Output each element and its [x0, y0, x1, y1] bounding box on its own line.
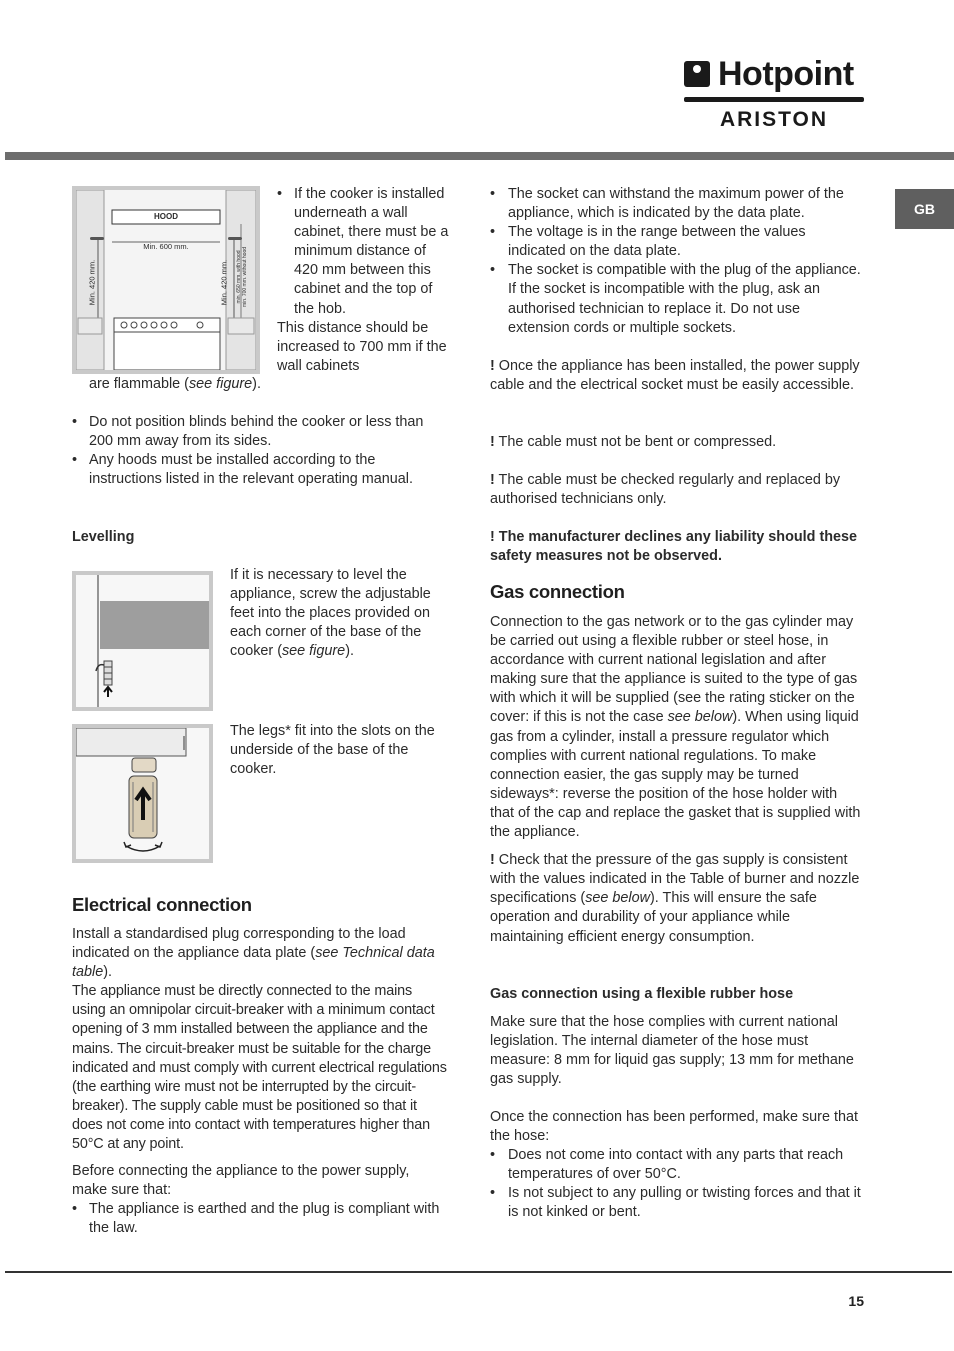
list-item: • The socket can withstand the maximum power of the appliance, which is indicated by the data plate.	[490, 185, 864, 223]
brand-name: Hotpoint	[718, 55, 854, 93]
socket-list	[490, 185, 864, 338]
electrical-p3: Before connecting the appliance to the power supply, make sure that:	[72, 1163, 410, 1199]
list-item: • Do not position blinds behind the cooker or less than 200 mm away from its sides.	[72, 413, 438, 451]
hose-p1: Make sure that the hose complies with current national legislation. The internal diameter of the hose must measure: 8 mm for liquid gas supply; 13 mm for methane gas supply.	[490, 1014, 854, 1088]
cabinet-cont-line: are flammable (see figure).	[89, 376, 261, 392]
hose-section	[490, 1013, 864, 1147]
legs-text: The legs* fit into the slots on the underside of the base of the cooker.	[230, 723, 435, 778]
electrical-p2: The appliance must be directly connected to the mains using an omnipolar circuit-breaker with a minimum contact opening of 3 mm installed between the appliance and the mains. The circuit-breaker must be suitable for the charge indicated and must comply with current electrical regulations (the earthing wire must not be interrupted by the circuit-breaker). The supply cable must be positioned so that it does not come into contact with temperatures higher than 50°C at any point.	[72, 983, 447, 1153]
hotpoint-ariston-logo	[680, 55, 864, 133]
warning-liability: ! The manufacturer declines any liability should these safety measures not be observed.	[490, 529, 858, 565]
hose-list	[490, 1146, 864, 1222]
gas-heading: Gas connection	[490, 581, 625, 602]
adjustable-leg-figure	[72, 724, 213, 863]
list-item: • The voltage is in the range between the values indicated on the data plate.	[490, 223, 864, 261]
list-item: • The appliance is earthed and the plug is compliant with the law.	[72, 1200, 448, 1238]
gas-p1: Connection to the gas network or to the gas cylinder may be carried out using a flexible rubber or steel hose, in accordance with current national legislation and after making sure that the appliance is suited to the type of gas with which it will be supplied (see the rating sticker on the cover: if this is not the case see below). When using liquid gas from a cylinder, install a pressure regulator which complies with current national regulations. To make connection easier, the gas supply may be turned sideways*: reverse the position of the hose holder with that of the cap and replace the gasket that is supplied with the appliance.	[490, 614, 861, 841]
brand-mark-icon	[684, 61, 710, 87]
gas-p2: ! Check that the pressure of the gas supply is consistent with the values indicated in the Table of burner and nozzle specifications (see below). This will ensure the safe operation and durability of your appliance while maintaining efficient energy consumption.	[490, 852, 860, 945]
logo-divider	[684, 97, 864, 102]
gas-section	[490, 613, 864, 947]
right-height-label: Min. 420 mm.	[219, 259, 229, 306]
electrical-section	[72, 925, 448, 1239]
hose-heading: Gas connection using a flexible rubber hose	[490, 986, 794, 1002]
electrical-p1: Install a standardised plug corresponding to the load indicated on the appliance data plate (see Technical data table).	[72, 926, 435, 981]
electrical-heading: Electrical connection	[72, 894, 252, 915]
cabinet-bullet: • If the cooker is installed underneath a wall cabinet, there must be a minimum distance of 420 mm between this cabinet and the top of the hob.	[277, 185, 449, 319]
list-item: • The socket is compatible with the plug of the appliance. If the socket is incompatible with the plug, ask an authorised technician to replace it. Do not use extension cords or multiple sockets.	[490, 261, 864, 337]
levelling-figure	[72, 571, 213, 711]
hood-label: HOOD	[154, 212, 178, 221]
list-item: • Does not come into contact with any parts that reach temperatures of over 50°C.	[490, 1146, 864, 1184]
warning-accessible: ! Once the appliance has been installed, the power supply cable and the electrical socket must be easily accessible.	[490, 358, 860, 394]
list-item: • Is not subject to any pulling or twisting forces and that it is not kinked or bent.	[490, 1184, 864, 1222]
left-height-label: Min. 420 mm.	[87, 259, 97, 306]
page-number: 15	[848, 1293, 864, 1309]
footer-rule	[5, 1271, 952, 1273]
header-rule	[5, 152, 954, 160]
list-item: • Any hoods must be installed according to the instructions listed in the relevant operating manual.	[72, 451, 438, 489]
cabinet-cont: This distance should be increased to 700 mm if the wall cabinets	[277, 319, 447, 374]
hood-note-with: min. 650 mm. with hood	[236, 250, 242, 304]
warning-bent: ! The cable must not be bent or compressed.	[490, 434, 777, 450]
brand-sub: ARISTON	[719, 108, 829, 131]
levelling-text: If it is necessary to level the appliance, screw the adjustable feet into the places provided on each corner of the base of the cooker (see figure).	[230, 567, 431, 660]
width-label: Min. 600 mm.	[143, 242, 189, 251]
language-tab: GB	[895, 189, 954, 229]
hood-note-without: min. 700 mm. without hood	[242, 246, 248, 308]
hood-clearance-figure	[72, 186, 260, 374]
cabinet-distance-text	[277, 185, 449, 376]
warning-checked: ! The cable must be checked regularly and replaced by authorised technicians only.	[490, 472, 841, 508]
hose-p2: Once the connection has been performed, make sure that the hose:	[490, 1109, 858, 1145]
blinds-list	[72, 413, 438, 489]
levelling-heading: Levelling	[72, 529, 135, 545]
